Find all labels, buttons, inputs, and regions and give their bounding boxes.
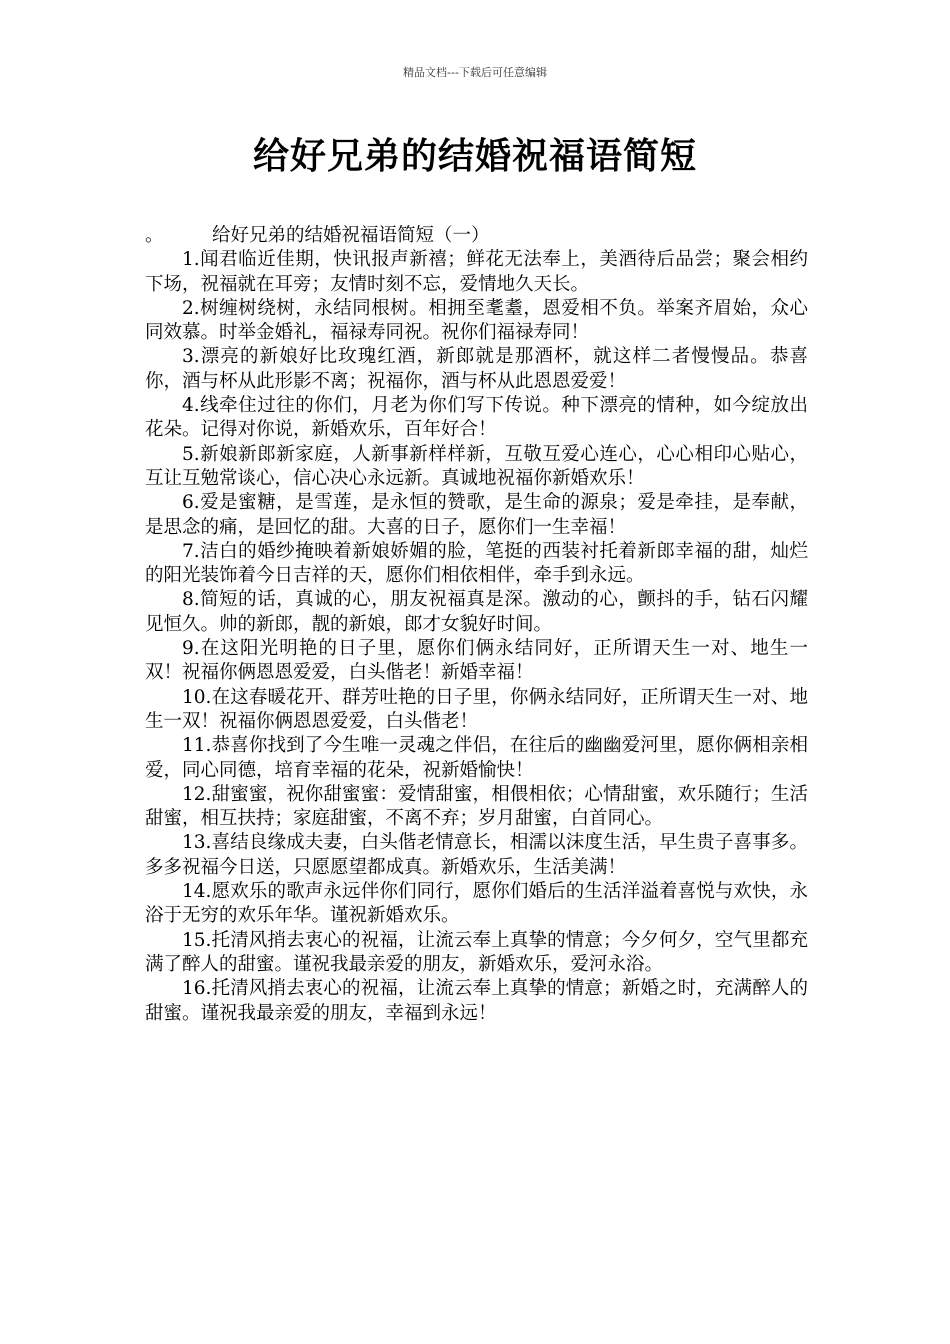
section-heading-line [145,224,808,248]
paragraph-12: 12.甜蜜蜜，祝你甜蜜蜜：爱情甜蜜，相偎相依；心情甜蜜，欢乐随行；生活甜蜜，相互扶持；家庭甜蜜，不离不弃；岁月甜蜜，白首同心。 [145,783,808,830]
paragraph-3: 3.漂亮的新娘好比玫瑰红酒，新郎就是那酒杯，就这样二者慢慢品。恭喜你，酒与杯从此形影不离；祝福你，酒与杯从此恩恩爱爱！ [145,346,808,392]
paragraph-15: 15.托清风捎去衷心的祝福，让流云奉上真挚的情意；今夕何夕，空气里都充满了醉人的甜蜜。谨祝我最亲爱的朋友，新婚欢乐，爱河永浴。 [145,929,808,975]
section-heading: 给好兄弟的结婚祝福语简短（一） [212,225,490,246]
paragraph-4: 4.线牵住过往的你们，月老为你们写下传说。种下漂亮的情种，如今绽放出花朵。记得对你说，新婚欢乐，百年好合！ [145,395,808,441]
paragraph-2: 2.树缠树绕树，永结同根树。相拥至耄耋，恩爱相不负。举案齐眉始，众心同效慕。时举金婚礼，福禄寿同祝。祝你们福禄寿同！ [145,297,808,344]
paragraph-5: 5.新娘新郎新家庭，人新事新样样新，互敬互爱心连心，心心相印心贴心，互让互勉常谈心，信心决心永远新。真诚地祝福你新婚欢乐！ [145,443,808,489]
header-note: 精品文档---下载后可任意编辑 [403,66,547,79]
paragraph-7: 7.洁白的婚纱掩映着新娘娇媚的脸，笔挺的西装衬托着新郎幸福的甜，灿烂的阳光装饰着今日吉祥的天，愿你们相依相伴，牵手到永远。 [145,540,808,587]
paragraph-8: 8.简短的话，真诚的心，朋友祝福真是深。激动的心，颤抖的手，钻石闪耀见恒久。帅的新郎，靓的新娘，郎才女貌好时间。 [145,589,808,635]
paragraph-1: 1.闻君临近佳期，快讯报声新禧；鲜花无法奉上，美酒待后品尝；聚会相约下场，祝福就在耳旁；友情时刻不忘，爱情地久天长。 [145,249,808,295]
paragraph-16: 16.托清风捎去衷心的祝福，让流云奉上真挚的情意；新婚之时，充满醉人的甜蜜。谨祝我最亲爱的朋友，幸福到永远！ [145,978,808,1024]
page-title: 给好兄弟的结婚祝福语简短 [252,136,697,177]
paragraph-14: 14.愿欢乐的歌声永远伴你们同行，愿你们婚后的生活洋溢着喜悦与欢快，永浴于无穷的欢乐年华。谨祝新婚欢乐。 [145,881,808,927]
section-marker: 。 [145,225,164,246]
paragraph-6: 6.爱是蜜糖，是雪莲，是永恒的赞歌，是生命的源泉；爱是牵挂，是奉献，是思念的痛，是回忆的甜。大喜的日子，愿你们一生幸福！ [145,492,808,538]
paragraph-13: 13.喜结良缘成夫妻，白头偕老情意长，相濡以沫度生活，早生贵子喜事多。多多祝福今日送，只愿愿望都成真。新婚欢乐，生活美满！ [145,832,808,878]
paragraph-11: 11.恭喜你找到了今生唯一灵魂之伴侣，在往后的幽幽爱河里，愿你俩相亲相爱，同心同德，培育幸福的花朵，祝新婚愉快！ [145,735,808,781]
paragraph-10: 10.在这春暖花开、群芳吐艳的日子里，你俩永结同好，正所谓天生一对、地生一双！祝福你俩恩恩爱爱，白头偕老！ [145,686,808,732]
paragraph-9: 9.在这阳光明艳的日子里，愿你们俩永结同好，正所谓天生一对、地生一双！祝福你俩恩恩爱爱，白头偕老！新婚幸福！ [145,638,808,684]
document-body [145,224,808,1026]
